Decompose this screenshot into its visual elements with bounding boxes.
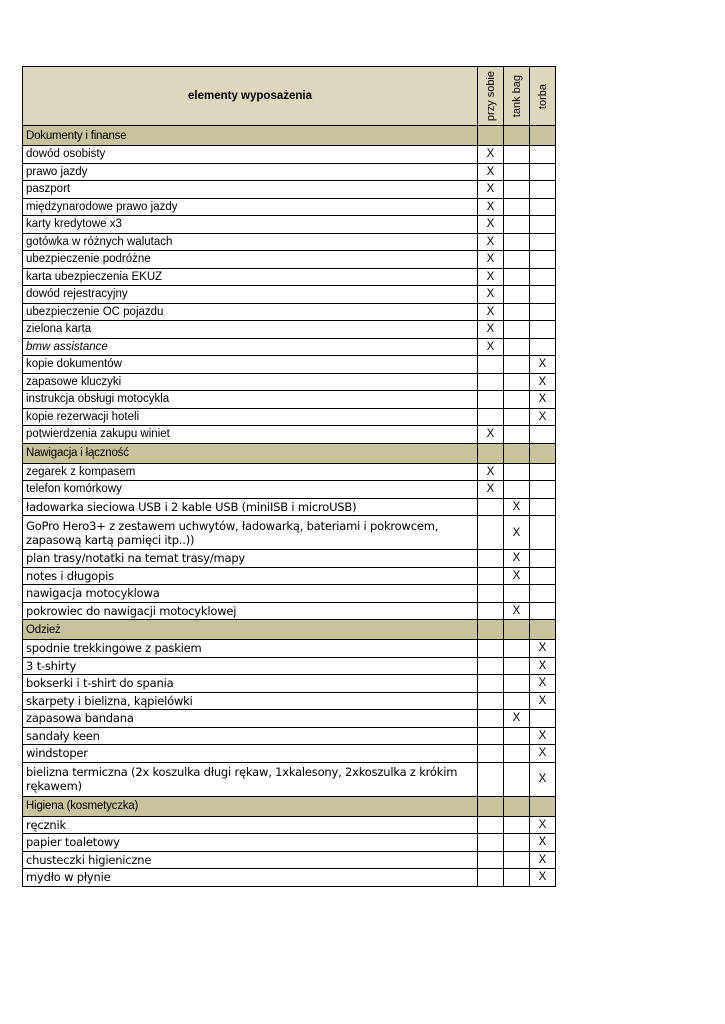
mark-cell-tank-bag[interactable] <box>504 426 530 444</box>
mark-cell-tank-bag[interactable] <box>504 338 530 356</box>
section-title: Dokumenty i finanse <box>23 126 478 146</box>
mark-cell-przy-sobie[interactable] <box>478 640 504 658</box>
mark-cell-tank-bag[interactable] <box>504 640 530 658</box>
checklist-row <box>23 146 556 164</box>
mark-cell-przy-sobie[interactable] <box>478 408 504 426</box>
item-name: sandały keen <box>23 727 478 745</box>
mark-cell-tank-bag[interactable] <box>504 146 530 164</box>
mark-cell-przy-sobie[interactable] <box>478 816 504 834</box>
item-name: zapasowe kluczyki <box>23 373 478 391</box>
checklist-row <box>23 233 556 251</box>
column-header-label: torba <box>536 83 549 109</box>
mark-cell-torba[interactable]: X <box>530 869 556 887</box>
mark-cell-przy-sobie[interactable] <box>478 869 504 887</box>
checklist-row <box>23 516 556 550</box>
mark-cell-przy-sobie[interactable]: X <box>478 338 504 356</box>
item-name: potwierdzenia zakupu winiet <box>23 426 478 444</box>
checklist-row <box>23 550 556 568</box>
mark-cell-torba[interactable]: X <box>530 692 556 710</box>
mark-cell-torba[interactable]: X <box>530 816 556 834</box>
mark-cell-przy-sobie[interactable]: X <box>478 268 504 286</box>
checklist-row <box>23 745 556 763</box>
item-name: gotówka w różnych walutach <box>23 233 478 251</box>
mark-cell-tank-bag[interactable] <box>504 408 530 426</box>
mark-cell-tank-bag[interactable]: X <box>504 710 530 728</box>
mark-cell-tank-bag[interactable] <box>504 762 530 796</box>
mark-cell-przy-sobie[interactable]: X <box>478 481 504 499</box>
checklist-row <box>23 851 556 869</box>
header-row <box>23 67 556 126</box>
mark-cell-torba[interactable] <box>530 321 556 339</box>
mark-cell-torba[interactable] <box>530 198 556 216</box>
checklist-row <box>23 640 556 658</box>
section-title: Odzież <box>23 620 478 640</box>
item-name: mydło w płynie <box>23 869 478 887</box>
item-name: notes i długopis <box>23 567 478 585</box>
mark-cell-tank-bag[interactable] <box>504 585 530 603</box>
checklist-row <box>23 567 556 585</box>
mark-cell-torba[interactable] <box>530 163 556 181</box>
mark-cell-przy-sobie[interactable]: X <box>478 163 504 181</box>
mark-cell-przy-sobie[interactable] <box>478 834 504 852</box>
checklist-row <box>23 286 556 304</box>
mark-cell-przy-sobie[interactable]: X <box>478 286 504 304</box>
checklist-row <box>23 303 556 321</box>
mark-cell-tank-bag[interactable]: X <box>504 567 530 585</box>
mark-cell-przy-sobie[interactable] <box>478 391 504 409</box>
mark-cell-tank-bag[interactable] <box>504 869 530 887</box>
checklist-row <box>23 216 556 234</box>
mark-cell-tank-bag[interactable] <box>504 816 530 834</box>
item-name: spodnie trekkingowe z paskiem <box>23 640 478 658</box>
section-title: Higiena (kosmetyczka) <box>23 796 478 816</box>
mark-cell-przy-sobie[interactable] <box>478 585 504 603</box>
mark-cell-przy-sobie[interactable] <box>478 745 504 763</box>
mark-cell-przy-sobie[interactable]: X <box>478 233 504 251</box>
section-header-cell <box>530 126 556 146</box>
mark-cell-tank-bag[interactable] <box>504 286 530 304</box>
mark-cell-tank-bag[interactable] <box>504 834 530 852</box>
mark-cell-przy-sobie[interactable] <box>478 567 504 585</box>
column-header-torba <box>530 67 556 126</box>
mark-cell-torba[interactable]: X <box>530 657 556 675</box>
checklist-row <box>23 321 556 339</box>
checklist-row <box>23 338 556 356</box>
checklist-row <box>23 498 556 516</box>
item-name: plan trasy/notatki na temat trasy/mapy <box>23 550 478 568</box>
mark-cell-przy-sobie[interactable] <box>478 762 504 796</box>
item-name: międzynarodowe prawo jazdy <box>23 198 478 216</box>
section-header-cell <box>478 443 504 463</box>
checklist-row <box>23 463 556 481</box>
section-header-cell <box>504 443 530 463</box>
checklist-row <box>23 373 556 391</box>
mark-cell-tank-bag[interactable]: X <box>504 498 530 516</box>
item-name: bmw assistance <box>23 338 478 356</box>
mark-cell-torba[interactable] <box>530 463 556 481</box>
item-name: bokserki i t-shirt do spania <box>23 675 478 693</box>
column-header-tank-bag <box>504 67 530 126</box>
mark-cell-tank-bag[interactable] <box>504 657 530 675</box>
mark-cell-przy-sobie[interactable] <box>478 851 504 869</box>
mark-cell-tank-bag[interactable]: X <box>504 602 530 620</box>
mark-cell-tank-bag[interactable] <box>504 692 530 710</box>
item-name: telefon komórkowy <box>23 481 478 499</box>
checklist-row <box>23 675 556 693</box>
mark-cell-torba[interactable] <box>530 181 556 199</box>
mark-cell-torba[interactable] <box>530 550 556 568</box>
section-header-cell <box>478 796 504 816</box>
mark-cell-torba[interactable]: X <box>530 675 556 693</box>
mark-cell-przy-sobie[interactable] <box>478 356 504 374</box>
section-header-cell <box>530 443 556 463</box>
mark-cell-torba[interactable] <box>530 286 556 304</box>
item-name: 3 t-shirty <box>23 657 478 675</box>
checklist-row <box>23 692 556 710</box>
mark-cell-tank-bag[interactable] <box>504 303 530 321</box>
mark-cell-przy-sobie[interactable]: X <box>478 146 504 164</box>
item-name: chusteczki higieniczne <box>23 851 478 869</box>
mark-cell-tank-bag[interactable] <box>504 216 530 234</box>
mark-cell-torba[interactable]: X <box>530 373 556 391</box>
checklist-row <box>23 816 556 834</box>
section-header-cell <box>504 620 530 640</box>
item-name: GoPro Hero3+ z zestawem uchwytów, ładowarką, bateriami i pokrowcem, zapasową kartą pamięci itp..)) <box>23 516 478 550</box>
mark-cell-tank-bag[interactable] <box>504 391 530 409</box>
item-name: dowód osobisty <box>23 146 478 164</box>
mark-cell-tank-bag[interactable] <box>504 251 530 269</box>
mark-cell-torba[interactable]: X <box>530 408 556 426</box>
checklist-row <box>23 163 556 181</box>
item-name: bielizna termiczna (2x koszulka długi rękaw, 1xkalesony, 2xkoszulka z krókim rękawem) <box>23 762 478 796</box>
mark-cell-tank-bag[interactable]: X <box>504 516 530 550</box>
mark-cell-przy-sobie[interactable] <box>478 692 504 710</box>
section-header-cell <box>530 796 556 816</box>
section-header-row <box>23 443 556 463</box>
item-name: pokrowiec do nawigacji motocyklowej <box>23 602 478 620</box>
mark-cell-tank-bag[interactable] <box>504 198 530 216</box>
mark-cell-tank-bag[interactable] <box>504 727 530 745</box>
item-name: skarpety i bielizna, kąpielówki <box>23 692 478 710</box>
item-name: ręcznik <box>23 816 478 834</box>
mark-cell-torba[interactable]: X <box>530 745 556 763</box>
item-name: papier toaletowy <box>23 834 478 852</box>
mark-cell-tank-bag[interactable] <box>504 373 530 391</box>
checklist-row <box>23 481 556 499</box>
mark-cell-przy-sobie[interactable]: X <box>478 426 504 444</box>
mark-cell-torba[interactable] <box>530 251 556 269</box>
section-header-cell <box>530 620 556 640</box>
item-name: dowód rejestracyjny <box>23 286 478 304</box>
checklist-row <box>23 585 556 603</box>
mark-cell-tank-bag[interactable] <box>504 481 530 499</box>
mark-cell-torba[interactable] <box>530 498 556 516</box>
mark-cell-torba[interactable]: X <box>530 834 556 852</box>
mark-cell-przy-sobie[interactable] <box>478 373 504 391</box>
item-name: zapasowa bandana <box>23 710 478 728</box>
mark-cell-tank-bag[interactable] <box>504 163 530 181</box>
item-name: nawigacja motocyklowa <box>23 585 478 603</box>
checklist-row <box>23 268 556 286</box>
mark-cell-przy-sobie[interactable] <box>478 498 504 516</box>
item-name: karta ubezpieczenia EKUZ <box>23 268 478 286</box>
checklist-row <box>23 762 556 796</box>
item-name: kopie rezerwacji hoteli <box>23 408 478 426</box>
checklist-row <box>23 181 556 199</box>
mark-cell-torba[interactable] <box>530 146 556 164</box>
item-name: ubezpieczenie OC pojazdu <box>23 303 478 321</box>
mark-cell-tank-bag[interactable] <box>504 233 530 251</box>
section-header-row <box>23 620 556 640</box>
equipment-column-header: elementy wyposażenia <box>23 67 478 126</box>
mark-cell-przy-sobie[interactable] <box>478 657 504 675</box>
mark-cell-tank-bag[interactable] <box>504 463 530 481</box>
mark-cell-przy-sobie[interactable] <box>478 602 504 620</box>
checklist-row <box>23 251 556 269</box>
mark-cell-torba[interactable] <box>530 585 556 603</box>
mark-cell-przy-sobie[interactable]: X <box>478 463 504 481</box>
mark-cell-torba[interactable] <box>530 426 556 444</box>
checklist-row <box>23 426 556 444</box>
item-name: windstoper <box>23 745 478 763</box>
mark-cell-torba[interactable]: X <box>530 391 556 409</box>
mark-cell-przy-sobie[interactable]: X <box>478 321 504 339</box>
mark-cell-torba[interactable]: X <box>530 640 556 658</box>
checklist-row <box>23 391 556 409</box>
item-name: kopie dokumentów <box>23 356 478 374</box>
checklist-row <box>23 356 556 374</box>
mark-cell-torba[interactable] <box>530 303 556 321</box>
section-header-row <box>23 126 556 146</box>
mark-cell-przy-sobie[interactable] <box>478 727 504 745</box>
checklist-row <box>23 727 556 745</box>
mark-cell-przy-sobie[interactable]: X <box>478 181 504 199</box>
checklist-row <box>23 602 556 620</box>
checklist-row <box>23 710 556 728</box>
mark-cell-przy-sobie[interactable]: X <box>478 198 504 216</box>
mark-cell-torba[interactable] <box>530 516 556 550</box>
mark-cell-torba[interactable] <box>530 216 556 234</box>
mark-cell-tank-bag[interactable] <box>504 181 530 199</box>
mark-cell-torba[interactable]: X <box>530 356 556 374</box>
mark-cell-przy-sobie[interactable] <box>478 516 504 550</box>
checklist-row <box>23 869 556 887</box>
section-header-cell <box>478 620 504 640</box>
section-title: Nawigacja i łączność <box>23 443 478 463</box>
mark-cell-torba[interactable] <box>530 481 556 499</box>
mark-cell-przy-sobie[interactable] <box>478 550 504 568</box>
checklist-row <box>23 408 556 426</box>
item-name: zielona karta <box>23 321 478 339</box>
mark-cell-tank-bag[interactable] <box>504 675 530 693</box>
checklist-row <box>23 657 556 675</box>
column-header-przy-sobie <box>478 67 504 126</box>
checklist-row <box>23 834 556 852</box>
column-header-label: przy sobie <box>484 71 497 122</box>
item-name: ubezpieczenie podróżne <box>23 251 478 269</box>
item-name: paszport <box>23 181 478 199</box>
mark-cell-tank-bag[interactable] <box>504 356 530 374</box>
item-name: prawo jazdy <box>23 163 478 181</box>
mark-cell-torba[interactable] <box>530 710 556 728</box>
mark-cell-tank-bag[interactable] <box>504 851 530 869</box>
section-header-cell <box>478 126 504 146</box>
mark-cell-przy-sobie[interactable]: X <box>478 216 504 234</box>
item-name: karty kredytowe x3 <box>23 216 478 234</box>
mark-cell-przy-sobie[interactable] <box>478 675 504 693</box>
mark-cell-torba[interactable] <box>530 602 556 620</box>
section-header-cell <box>504 126 530 146</box>
mark-cell-przy-sobie[interactable]: X <box>478 303 504 321</box>
mark-cell-tank-bag[interactable] <box>504 745 530 763</box>
item-name: instrukcja obsługi motocykla <box>23 391 478 409</box>
section-header-cell <box>504 796 530 816</box>
mark-cell-przy-sobie[interactable] <box>478 710 504 728</box>
mark-cell-tank-bag[interactable] <box>504 321 530 339</box>
packing-checklist-table <box>22 66 556 887</box>
mark-cell-torba[interactable] <box>530 233 556 251</box>
item-name: zegarek z kompasem <box>23 463 478 481</box>
mark-cell-torba[interactable]: X <box>530 727 556 745</box>
section-header-row <box>23 796 556 816</box>
mark-cell-torba[interactable] <box>530 268 556 286</box>
item-name: ładowarka sieciowa USB i 2 kable USB (miniISB i microUSB) <box>23 498 478 516</box>
checklist-body <box>23 67 556 887</box>
mark-cell-tank-bag[interactable]: X <box>504 550 530 568</box>
mark-cell-torba[interactable] <box>530 338 556 356</box>
column-header-label: tank bag <box>510 74 523 118</box>
checklist-row <box>23 198 556 216</box>
mark-cell-torba[interactable]: X <box>530 762 556 796</box>
mark-cell-przy-sobie[interactable]: X <box>478 251 504 269</box>
mark-cell-tank-bag[interactable] <box>504 268 530 286</box>
mark-cell-torba[interactable] <box>530 567 556 585</box>
mark-cell-torba[interactable]: X <box>530 851 556 869</box>
